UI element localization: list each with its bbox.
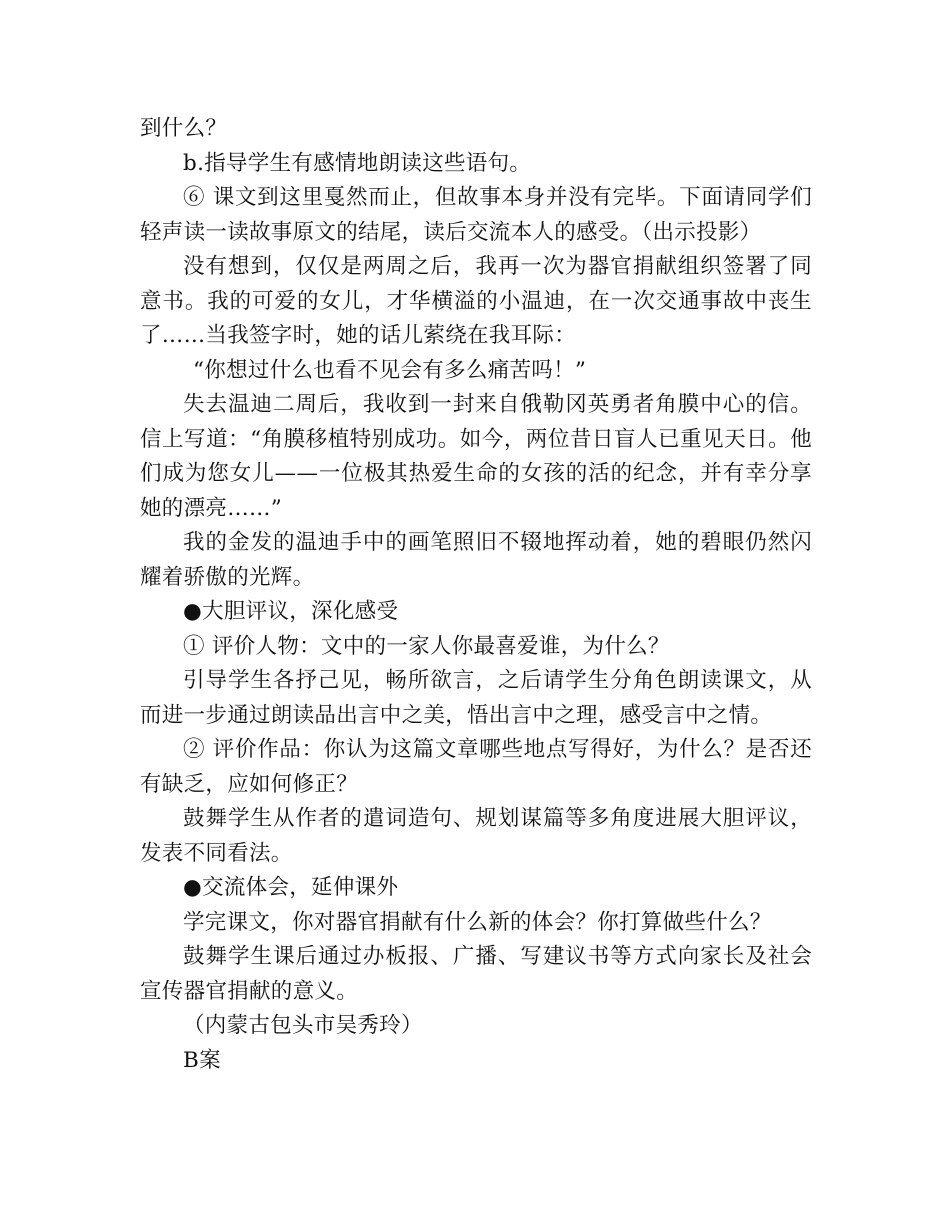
paragraph-wendy: 我的金发的温迪手中的画笔照旧不辍地挥动着，她的碧眼仍然闪耀着骄傲的光辉。 bbox=[140, 530, 812, 590]
section-heading-exchange: ●交流体会，延伸课外 bbox=[183, 875, 399, 900]
paragraph-step-6: ⑥ 课文到这里戛然而止，但故事本身并没有完毕。下面请同学们轻声读一读故事原文的结尾，读后交流本人的感受。（出示投影） bbox=[140, 185, 812, 245]
paragraph-question: 学完课文，你对器官捐献有什么新的体会？你打算做些什么？ bbox=[183, 909, 772, 935]
paragraph-letter: 失去温迪二周后，我收到一封来自俄勒冈英勇者角膜中心的信。信上写道：“角膜移植特别成功。如今，两位昔日盲人已重见天日。他们成为您女儿——一位极其热爱生命的女孩的活的纪念，并有幸分享她的漂亮……” bbox=[140, 392, 812, 521]
section-heading-evaluation: ●大胆评议，深化感受 bbox=[183, 599, 399, 624]
paragraph-story-ending: 没有想到，仅仅是两周之后，我再一次为器官捐献组织签署了同意书。我的可爱的女儿，才华横溢的小温迪，在一次交通事故中丧生了……当我签字时，她的话儿萦绕在我耳际： bbox=[140, 254, 812, 348]
document-body bbox=[140, 112, 812, 1078]
section-heading-plan-b: B案 bbox=[183, 1047, 221, 1073]
paragraph-evaluate-characters: ① 评价人物：文中的一家人你最喜爱谁，为什么？ bbox=[183, 633, 670, 659]
paragraph-quote: “你想过什么也看不见会有多么痛苦吗！” bbox=[193, 357, 587, 383]
paragraph-guide-students: 引导学生各抒己见，畅所欲言，之后请学生分角色朗读课文，从而进一步通过朗读品出言中之美，悟出言中之理，感受言中之情。 bbox=[140, 668, 812, 728]
paragraph-continuation: 到什么？ bbox=[140, 116, 228, 141]
paragraph-guide-reading: b.指导学生有感情地朗读这些语句。 bbox=[183, 150, 532, 176]
author-attribution: （内蒙古包头市吴秀玲） bbox=[183, 1013, 423, 1038]
paragraph-encourage-promote: 鼓舞学生课后通过办板报、广播、写建议书等方式向家长及社会宣传器官捐献的意义。 bbox=[140, 944, 812, 1004]
paragraph-encourage-review: 鼓舞学生从作者的遣词造句、规划谋篇等多角度进展大胆评议，发表不同看法。 bbox=[140, 806, 812, 866]
paragraph-evaluate-work: ② 评价作品：你认为这篇文章哪些地点写得好，为什么？是否还有缺乏，应如何修正？ bbox=[140, 737, 812, 797]
